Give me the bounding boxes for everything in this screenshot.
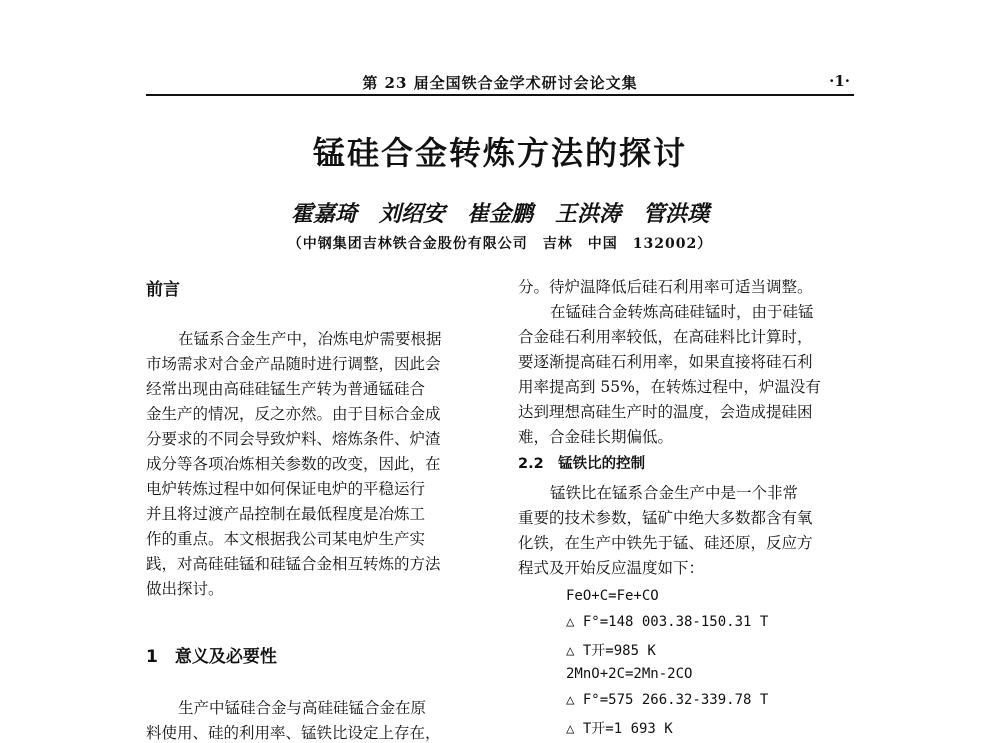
paragraph-line: 做出探讨。 (146, 580, 224, 598)
paragraph-line: 程式及开始反应温度如下： (518, 559, 705, 577)
paragraph-line: 经常出现由高硅硅锰生产转为普通锰硅合 (146, 380, 426, 398)
paper-title: 锰硅合金转炼方法的探讨 (312, 134, 687, 172)
running-header (146, 66, 854, 96)
formula-line: △ T开=985 K (566, 643, 656, 659)
subsection-heading-2-2: 2.2 锰铁比的控制 (518, 456, 646, 472)
paragraph-line: 践，对高硅硅锰和硅锰合金相互转炼的方法 (146, 555, 441, 573)
paragraph-line: 合金硅石利用率较低，在高硅料比计算时， (518, 328, 813, 346)
paragraph-line: 生产中锰硅合金与高硅硅锰合金在原 (178, 699, 427, 717)
paragraph-line: 难，合金硅长期偏低。 (518, 428, 674, 446)
formula-line: △ F°=148 003.38-150.31 T (566, 614, 769, 630)
paragraph-line: 达到理想高硅生产时的温度，会造成提硅困 (518, 403, 813, 421)
journal-title: 第 23 届全国铁合金学术研讨会论文集 (362, 74, 638, 92)
formula-line: △ F°=575 266.32-339.78 T (566, 692, 769, 708)
paragraph-line: 分。待炉温降低后硅石利用率可适当调整。 (518, 278, 813, 296)
paragraph-line: 料使用、硅的利用率、锰铁比设定上存在， (146, 724, 441, 742)
paragraph-line: 要逐渐提高硅石利用率，如果直接将硅石利 (518, 353, 813, 371)
formula-line: 2MnO+2C=2Mn-2CO (566, 666, 693, 682)
section-heading-1: 1 意义及必要性 (146, 647, 277, 667)
paragraph-line: 电炉转炼过程中如何保证电炉的平稳运行 (146, 480, 426, 498)
paragraph-line: 并且将过渡产品控制在最低程度是冶炼工 (146, 505, 426, 523)
paragraph-line: 金生产的情况，反之亦然。由于目标合金成 (146, 405, 441, 423)
paragraph-line: 用率提高到 55%，在转炼过程中，炉温没有 (518, 378, 821, 396)
section-heading-preface: 前言 (146, 280, 180, 300)
paragraph-line: 化铁，在生产中铁先于锰、硅还原，反应方 (518, 534, 813, 552)
paragraph-line: 在锰系合金生产中，冶炼电炉需要根据 (178, 330, 442, 348)
formula-line: FeO+C=Fe+CO (566, 588, 659, 604)
paragraph-line: 锰铁比在锰系合金生产中是一个非常 (550, 484, 799, 502)
paragraph-line: 分要求的不同会导致炉料、熔炼条件、炉渣 (146, 430, 441, 448)
paragraph-line: 成分等各项冶炼相关参数的改变，因此，在 (146, 455, 441, 473)
paragraph-line: 重要的技术参数，锰矿中绝大多数都含有氧 (518, 509, 813, 527)
author-list: 霍嘉琦 刘绍安 崔金鹏 王洪涛 管洪璞 (290, 201, 709, 227)
affiliation: （中钢集团吉林铁合金股份有限公司 吉林 中国 132002） (287, 236, 713, 252)
paragraph-line: 作的重点。本文根据我公司某电炉生产实 (146, 530, 426, 548)
paragraph-line: 在锰硅合金转炼高硅硅锰时，由于硅锰 (550, 303, 814, 321)
page-number: ·1· (829, 72, 850, 90)
paragraph-line: 市场需求对合金产品随时进行调整，因此会 (146, 355, 441, 373)
formula-line: △ T开=1 693 K (566, 721, 673, 737)
